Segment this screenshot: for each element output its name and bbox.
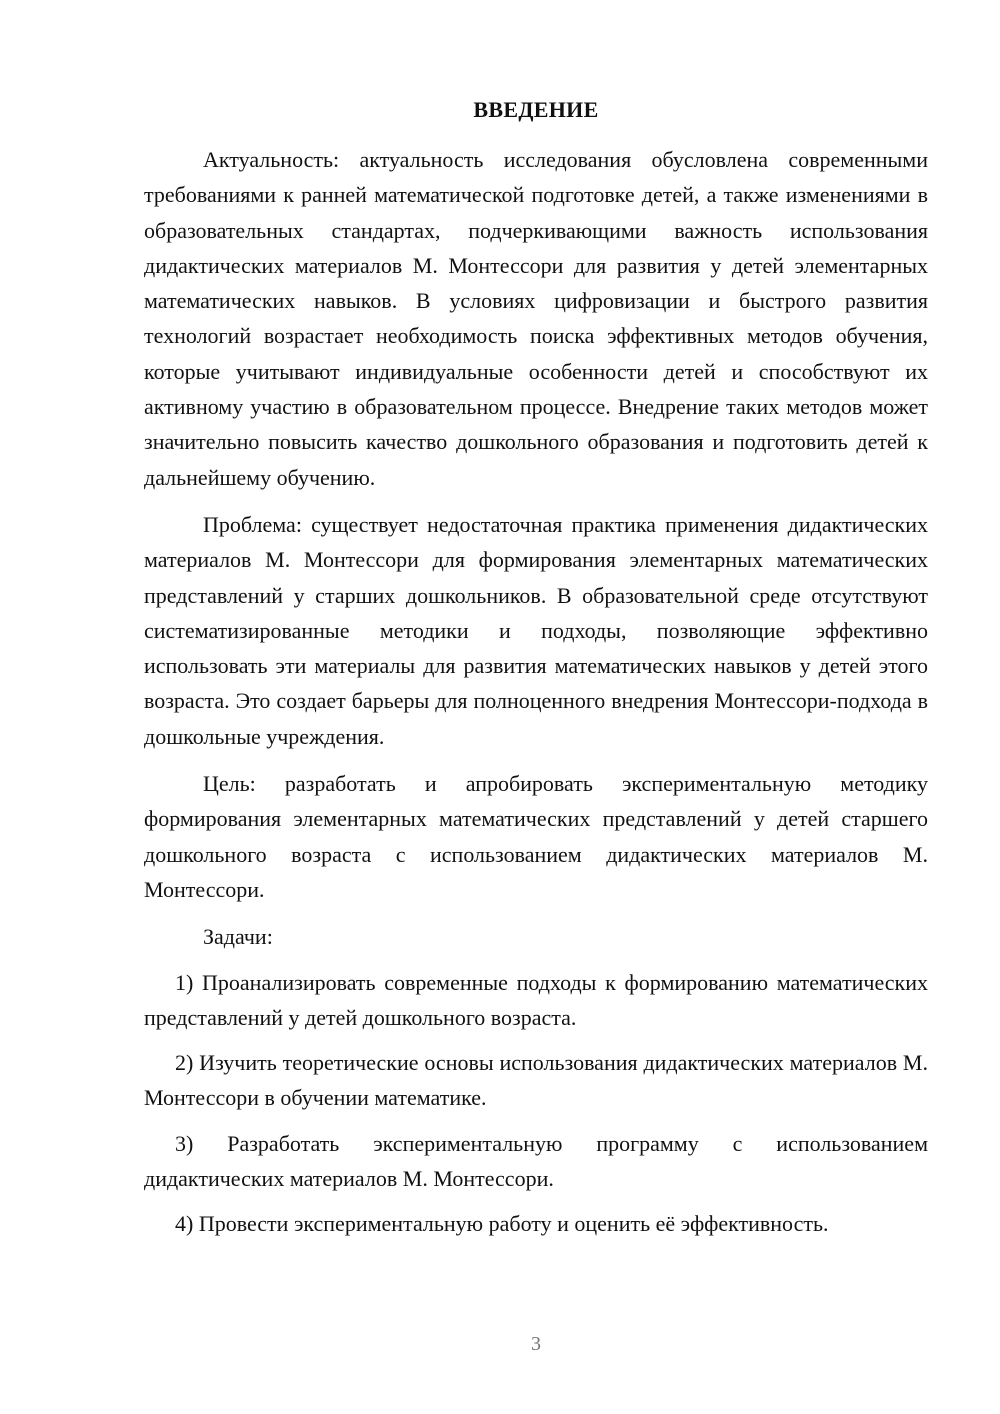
- page-title: ВВЕДЕНИЕ: [473, 97, 599, 122]
- paragraph-relevance: Актуальность: актуальность исследования обусловлена современными требованиями к ранней математической подготовке детей, а также изменениями в образовательных стандартах, подчеркивающими важность использования дидактических материалов М. Монтессори для развития у детей элементарных математических навыков. В условиях цифровизации и быстрого развития технологий возрастает необходимость поиска эффективных методов обучения, которые учитывают индивидуальные особенности детей и способствуют их активному участию в образовательном процессе. Внедрение таких методов может значительно повысить качество дошкольного образования и подготовить детей к дальнейшему обучению.: [144, 147, 928, 490]
- tasks-heading: Задачи:: [203, 924, 273, 950]
- page-number: 3: [531, 1333, 541, 1355]
- task-item-2: 2) Изучить теоретические основы использования дидактических материалов М. Монтессори в обучении математике.: [144, 1050, 928, 1111]
- task-item-4: 4) Провести экспериментальную работу и оценить её эффективность.: [175, 1211, 829, 1237]
- document-body: [144, 142, 928, 1242]
- task-item-1: 1) Проанализировать современные подходы к формированию математических представлений у детей дошкольного возраста.: [144, 969, 928, 1030]
- task-item-3: 3) Разработать экспериментальную программу с использованием дидактических материалов М. Монтессори.: [144, 1130, 928, 1192]
- paragraph-goal: Цель: разработать и апробировать экспериментальную методику формирования элементарных математических представлений у детей старшего дошкольного возраста с использованием дидактических материалов М. Монтессори.: [144, 771, 928, 902]
- paragraph-problem: Проблема: существует недостаточная практика применения дидактических материалов М. Монтессори для формирования элементарных математических представлений у старших дошкольников. В образовательной среде отсутствуют систематизированные методики и подходы, позволяющие эффективно использовать эти материалы для развития математических навыков у детей этого возраста. Это создает барьеры для полноценного внедрения Монтессори-подхода в дошкольные учреждения.: [144, 511, 928, 749]
